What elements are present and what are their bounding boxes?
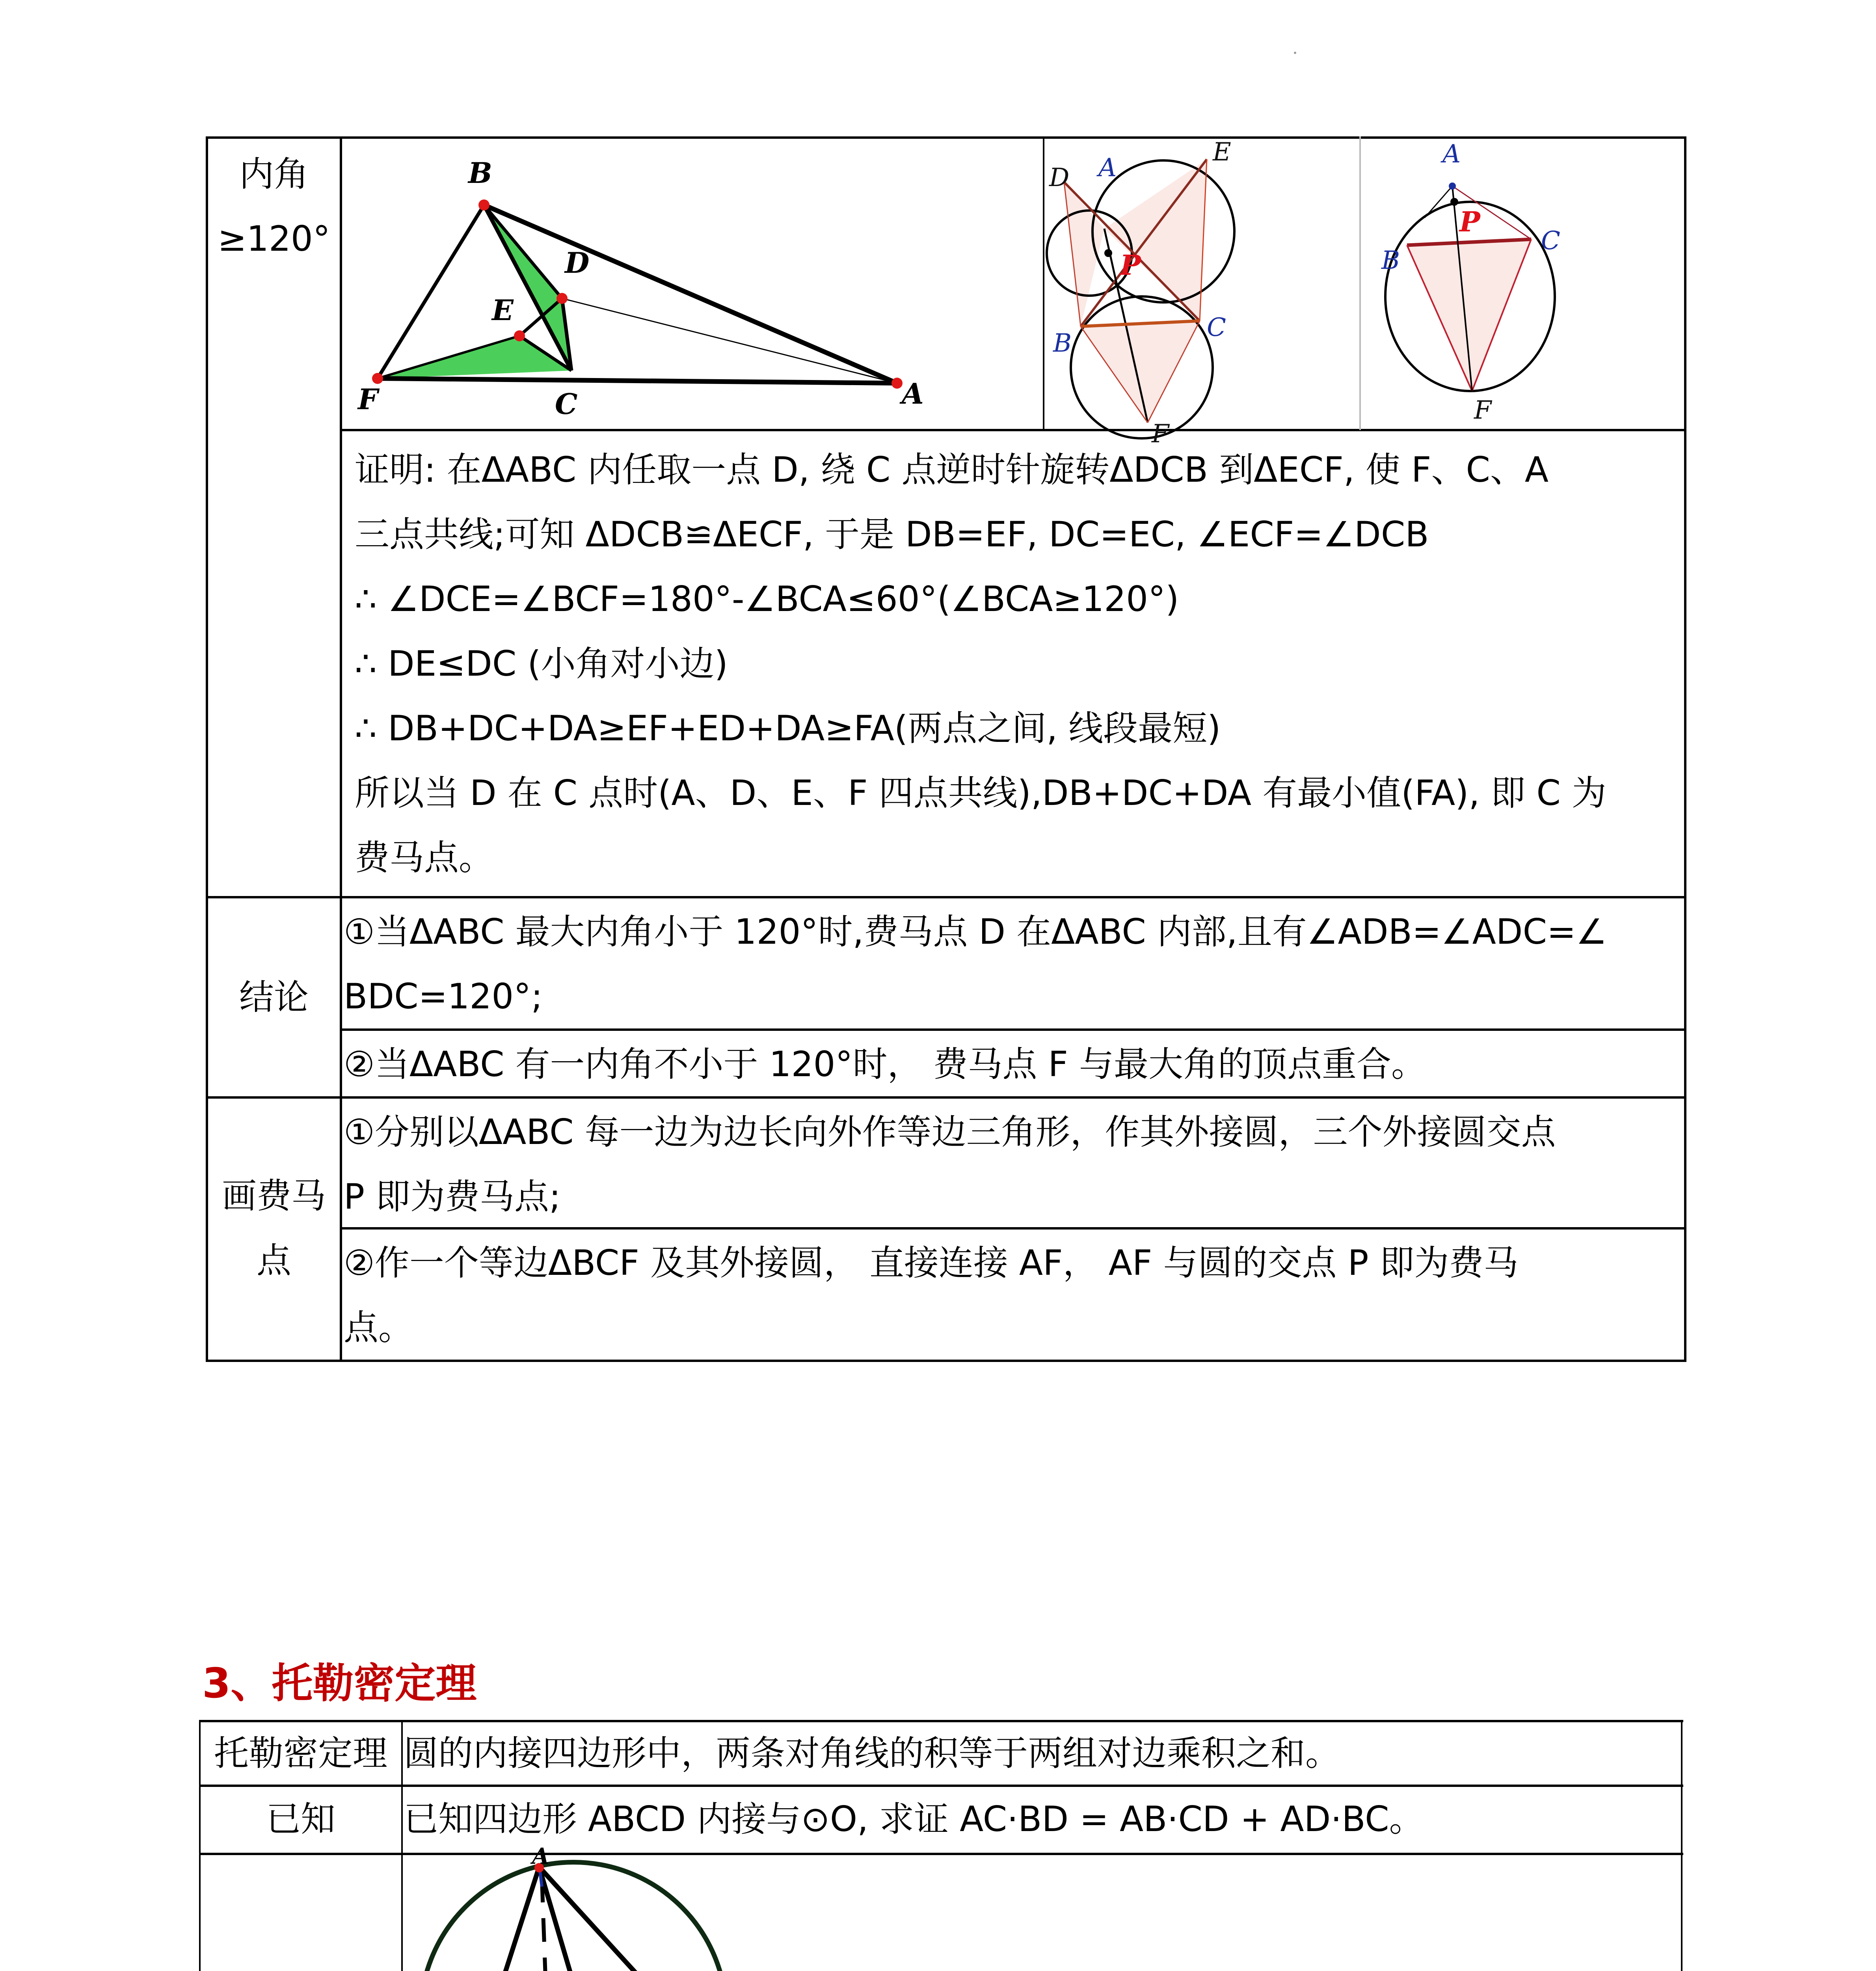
- label-a: A: [1098, 153, 1117, 183]
- point-p: [1450, 198, 1458, 206]
- label-f: F: [1152, 419, 1169, 449]
- label-a: A: [902, 377, 924, 410]
- draw-item-2-line: ②作一个等边ΔBCF 及其外接圆， 直接连接 AF， AF 与圆的交点 P 即为费马: [344, 1243, 1519, 1283]
- label-d: D: [565, 246, 590, 279]
- table-border: [207, 896, 1686, 898]
- label-b: B: [468, 156, 492, 190]
- label-p: P: [1120, 249, 1141, 281]
- label-f: F: [1474, 396, 1492, 425]
- table-border: [1043, 136, 1044, 430]
- figure-equilateral-circle: [1362, 139, 1683, 429]
- label-d: D: [1049, 163, 1070, 192]
- label-f: F: [358, 382, 378, 416]
- row-label-given: 已知: [266, 1799, 335, 1839]
- label-c: C: [1207, 313, 1226, 342]
- figure-ptolemy: [404, 1843, 759, 1971]
- point-d: [556, 293, 568, 304]
- figure-rotation-proof: [342, 139, 1043, 429]
- row-label-theorem: 托勒密定理: [214, 1733, 387, 1774]
- proof-line: ∴ DE≤DC (小角对小边): [355, 643, 728, 684]
- row-label-angle-line1: 内角: [239, 154, 309, 194]
- label-c: C: [1541, 226, 1560, 255]
- proof-line: 证明: 在ΔABC 内任取一点 D, 绕 C 点逆时针旋转ΔDCB 到ΔECF, 使 F、C、A: [355, 449, 1549, 490]
- segment-bd: [484, 205, 562, 298]
- table-border: [341, 429, 1686, 431]
- row-label-draw-line2: 点: [256, 1240, 291, 1281]
- proof-line: ∴ ∠DCE=∠BCF=180°-∠BCA≤60°(∠BCA≥120°): [355, 579, 1179, 619]
- table-border: [1684, 136, 1686, 1362]
- segment-fa: [378, 378, 897, 383]
- draw-item-1-line: ①分别以ΔABC 每一边为边长向外作等边三角形，作其外接圆，三个外接圆交点: [344, 1112, 1556, 1152]
- label-p: P: [1459, 205, 1480, 238]
- conclusion-item-1-line: BDC=120°;: [344, 976, 543, 1017]
- given-statement: 已知四边形 ABCD 内接与⊙O, 求证 AC·BD = AB·CD + AD·BC。: [404, 1799, 1424, 1839]
- circumcircle: [421, 1862, 726, 1971]
- table-border: [1359, 136, 1361, 430]
- label-c: C: [555, 387, 578, 421]
- draw-item-1-line: P 即为费马点;: [344, 1176, 561, 1217]
- label-a: A: [532, 1843, 549, 1869]
- theorem-statement: 圆的内接四边形中，两条对角线的积等于两组对边乘积之和。: [404, 1733, 1340, 1774]
- label-b: B: [1381, 246, 1400, 275]
- label-e: E: [492, 293, 514, 327]
- label-e: E: [1213, 138, 1231, 167]
- row-label-draw-line1: 画费马: [221, 1176, 326, 1216]
- table-border: [207, 1360, 1686, 1362]
- draw-item-2-line: 点。: [344, 1307, 413, 1348]
- point-b: [478, 199, 489, 211]
- proof-line: 费马点。: [355, 837, 494, 878]
- conclusion-item-2: ②当ΔABC 有一内角不小于 120°时， 费马点 F 与最大角的顶点重合。: [344, 1044, 1426, 1084]
- green-triangle-ecf: [378, 336, 571, 378]
- section-heading: 3、托勒密定理: [202, 1659, 477, 1707]
- label-a: A: [1442, 140, 1461, 169]
- conclusion-item-1-line: ①当ΔABC 最大内角小于 120°时,费马点 D 在ΔABC 内部,且有∠ADB=∠ADC=∠: [344, 911, 1607, 952]
- label-b: B: [1053, 329, 1072, 358]
- point-e: [514, 330, 525, 341]
- proof-line: ∴ DB+DC+DA≥EF+ED+DA≥FA(两点之间, 线段最短): [355, 708, 1221, 749]
- point-a: [891, 378, 903, 389]
- table-border: [1681, 1720, 1682, 1971]
- scan-dot: [1294, 52, 1296, 54]
- point-a: [1449, 183, 1456, 190]
- proof-line: 所以当 D 在 C 点时(A、D、E、F 四点共线),DB+DC+DA 有最小值(FA), 即 C 为: [355, 773, 1606, 813]
- table-border: [341, 1028, 1686, 1031]
- row-label-angle-line2: ≥120°: [218, 218, 330, 259]
- row-label-conclusion: 结论: [239, 977, 309, 1017]
- point-p: [1104, 249, 1112, 257]
- table-border: [401, 1720, 403, 1971]
- figure-three-circles: [1045, 138, 1359, 449]
- proof-line: 三点共线;可知 ΔDCB≌ΔECF, 于是 DB=EF, DC=EC, ∠ECF=∠DCB: [355, 514, 1429, 555]
